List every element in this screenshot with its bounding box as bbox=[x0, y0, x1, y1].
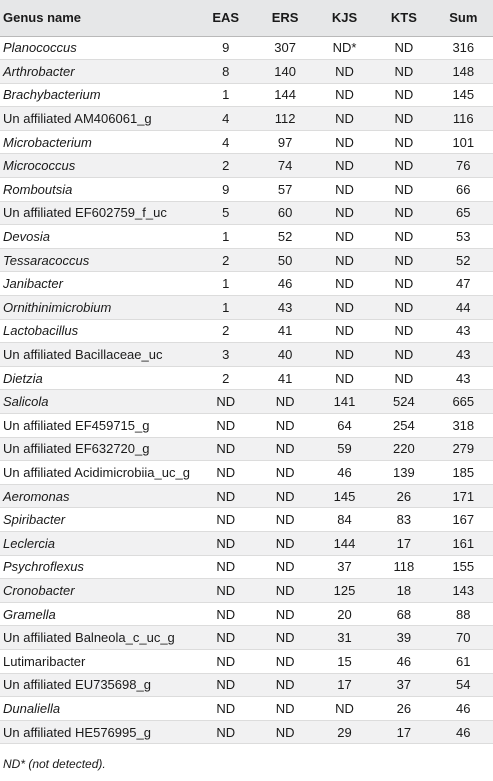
cell-kts: 68 bbox=[374, 602, 433, 626]
cell-genus: Un affiliated Balneola_c_uc_g bbox=[0, 626, 196, 650]
cell-kjs: ND* bbox=[315, 36, 374, 60]
cell-eas: 9 bbox=[196, 36, 255, 60]
cell-genus: Ornithinimicrobium bbox=[0, 296, 196, 320]
table-row bbox=[0, 649, 493, 673]
cell-genus: Un affiliated Acidimicrobiia_uc_g bbox=[0, 461, 196, 485]
cell-eas: ND bbox=[196, 602, 255, 626]
cell-genus: Tessaracoccus bbox=[0, 248, 196, 272]
table-row bbox=[0, 343, 493, 367]
cell-kts: 83 bbox=[374, 508, 433, 532]
cell-eas: ND bbox=[196, 531, 255, 555]
table-row bbox=[0, 484, 493, 508]
cell-sum: 46 bbox=[434, 720, 493, 744]
cell-eas: 1 bbox=[196, 83, 255, 107]
cell-kts: ND bbox=[374, 272, 433, 296]
cell-eas: 8 bbox=[196, 60, 255, 84]
cell-kts: 26 bbox=[374, 484, 433, 508]
cell-sum: 43 bbox=[434, 319, 493, 343]
cell-ers: 40 bbox=[255, 343, 314, 367]
cell-genus: Devosia bbox=[0, 225, 196, 249]
cell-sum: 43 bbox=[434, 366, 493, 390]
cell-sum: 665 bbox=[434, 390, 493, 414]
cell-kts: ND bbox=[374, 225, 433, 249]
cell-kjs: 125 bbox=[315, 579, 374, 603]
cell-sum: 167 bbox=[434, 508, 493, 532]
table-row bbox=[0, 673, 493, 697]
cell-kts: 18 bbox=[374, 579, 433, 603]
cell-kjs: 37 bbox=[315, 555, 374, 579]
cell-kts: 39 bbox=[374, 626, 433, 650]
cell-kjs: ND bbox=[315, 225, 374, 249]
cell-kjs: 46 bbox=[315, 461, 374, 485]
header-sum: Sum bbox=[434, 0, 493, 36]
header-genus-name: Genus name bbox=[0, 0, 196, 36]
cell-eas: 5 bbox=[196, 201, 255, 225]
table-row bbox=[0, 36, 493, 60]
cell-kts: 17 bbox=[374, 531, 433, 555]
cell-kts: 46 bbox=[374, 649, 433, 673]
cell-kts: 139 bbox=[374, 461, 433, 485]
table-row bbox=[0, 319, 493, 343]
cell-kjs: 144 bbox=[315, 531, 374, 555]
cell-eas: ND bbox=[196, 626, 255, 650]
cell-kjs: 15 bbox=[315, 649, 374, 673]
cell-kjs: ND bbox=[315, 296, 374, 320]
cell-kjs: ND bbox=[315, 697, 374, 721]
cell-eas: ND bbox=[196, 579, 255, 603]
cell-sum: 143 bbox=[434, 579, 493, 603]
cell-eas: ND bbox=[196, 414, 255, 438]
cell-genus: Dunaliella bbox=[0, 697, 196, 721]
header-kjs: KJS bbox=[315, 0, 374, 36]
cell-kjs: ND bbox=[315, 60, 374, 84]
cell-ers: 144 bbox=[255, 83, 314, 107]
cell-ers: ND bbox=[255, 390, 314, 414]
cell-eas: ND bbox=[196, 484, 255, 508]
cell-genus: Lactobacillus bbox=[0, 319, 196, 343]
table-row bbox=[0, 130, 493, 154]
cell-genus: Un affiliated EF602759_f_uc bbox=[0, 201, 196, 225]
cell-ers: ND bbox=[255, 531, 314, 555]
cell-genus: Un affiliated EU735698_g bbox=[0, 673, 196, 697]
cell-ers: ND bbox=[255, 673, 314, 697]
cell-eas: 1 bbox=[196, 225, 255, 249]
cell-sum: 318 bbox=[434, 414, 493, 438]
cell-sum: 47 bbox=[434, 272, 493, 296]
cell-eas: ND bbox=[196, 461, 255, 485]
cell-eas: 4 bbox=[196, 130, 255, 154]
cell-kjs: ND bbox=[315, 201, 374, 225]
cell-sum: 54 bbox=[434, 673, 493, 697]
cell-genus: Janibacter bbox=[0, 272, 196, 296]
cell-sum: 43 bbox=[434, 343, 493, 367]
cell-sum: 145 bbox=[434, 83, 493, 107]
table-row bbox=[0, 201, 493, 225]
table-row bbox=[0, 248, 493, 272]
table-row bbox=[0, 154, 493, 178]
cell-ers: ND bbox=[255, 626, 314, 650]
cell-kts: ND bbox=[374, 366, 433, 390]
cell-kts: ND bbox=[374, 107, 433, 131]
cell-ers: ND bbox=[255, 555, 314, 579]
table-row bbox=[0, 720, 493, 744]
cell-kjs: ND bbox=[315, 319, 374, 343]
cell-eas: ND bbox=[196, 437, 255, 461]
cell-sum: 66 bbox=[434, 178, 493, 202]
cell-eas: 9 bbox=[196, 178, 255, 202]
header-kts: KTS bbox=[374, 0, 433, 36]
cell-ers: 307 bbox=[255, 36, 314, 60]
table-row bbox=[0, 437, 493, 461]
cell-kjs: 29 bbox=[315, 720, 374, 744]
cell-kjs: ND bbox=[315, 178, 374, 202]
cell-ers: ND bbox=[255, 461, 314, 485]
cell-sum: 65 bbox=[434, 201, 493, 225]
cell-ers: ND bbox=[255, 720, 314, 744]
table-row bbox=[0, 366, 493, 390]
cell-eas: ND bbox=[196, 720, 255, 744]
cell-genus: Psychroflexus bbox=[0, 555, 196, 579]
cell-genus: Leclercia bbox=[0, 531, 196, 555]
cell-sum: 70 bbox=[434, 626, 493, 650]
cell-eas: 4 bbox=[196, 107, 255, 131]
table-row bbox=[0, 390, 493, 414]
cell-kts: 26 bbox=[374, 697, 433, 721]
cell-genus: Spiribacter bbox=[0, 508, 196, 532]
cell-sum: 76 bbox=[434, 154, 493, 178]
cell-sum: 148 bbox=[434, 60, 493, 84]
cell-sum: 53 bbox=[434, 225, 493, 249]
cell-genus: Romboutsia bbox=[0, 178, 196, 202]
cell-kjs: ND bbox=[315, 343, 374, 367]
cell-kjs: 31 bbox=[315, 626, 374, 650]
cell-sum: 116 bbox=[434, 107, 493, 131]
cell-eas: 1 bbox=[196, 296, 255, 320]
cell-kts: ND bbox=[374, 60, 433, 84]
cell-kts: 220 bbox=[374, 437, 433, 461]
cell-ers: 74 bbox=[255, 154, 314, 178]
cell-sum: 171 bbox=[434, 484, 493, 508]
cell-genus: Aeromonas bbox=[0, 484, 196, 508]
cell-sum: 61 bbox=[434, 649, 493, 673]
cell-eas: 2 bbox=[196, 154, 255, 178]
cell-ers: ND bbox=[255, 508, 314, 532]
table-row bbox=[0, 508, 493, 532]
cell-sum: 155 bbox=[434, 555, 493, 579]
header-eas: EAS bbox=[196, 0, 255, 36]
cell-ers: 46 bbox=[255, 272, 314, 296]
cell-sum: 161 bbox=[434, 531, 493, 555]
cell-genus: Cronobacter bbox=[0, 579, 196, 603]
cell-kts: 254 bbox=[374, 414, 433, 438]
table-row bbox=[0, 461, 493, 485]
cell-eas: ND bbox=[196, 649, 255, 673]
cell-ers: 41 bbox=[255, 319, 314, 343]
cell-sum: 44 bbox=[434, 296, 493, 320]
cell-genus: Micrococcus bbox=[0, 154, 196, 178]
cell-genus: Un affiliated EF632720_g bbox=[0, 437, 196, 461]
cell-ers: 140 bbox=[255, 60, 314, 84]
cell-sum: 101 bbox=[434, 130, 493, 154]
cell-ers: 41 bbox=[255, 366, 314, 390]
cell-kjs: ND bbox=[315, 130, 374, 154]
cell-sum: 279 bbox=[434, 437, 493, 461]
cell-kts: ND bbox=[374, 83, 433, 107]
cell-kts: ND bbox=[374, 130, 433, 154]
cell-kjs: ND bbox=[315, 154, 374, 178]
cell-genus: Microbacterium bbox=[0, 130, 196, 154]
cell-kts: 37 bbox=[374, 673, 433, 697]
cell-ers: 50 bbox=[255, 248, 314, 272]
table-row bbox=[0, 225, 493, 249]
table-row bbox=[0, 697, 493, 721]
cell-genus: Un affiliated EF459715_g bbox=[0, 414, 196, 438]
cell-eas: ND bbox=[196, 555, 255, 579]
cell-ers: 57 bbox=[255, 178, 314, 202]
cell-kts: 524 bbox=[374, 390, 433, 414]
cell-ers: 43 bbox=[255, 296, 314, 320]
cell-ers: ND bbox=[255, 649, 314, 673]
cell-ers: 60 bbox=[255, 201, 314, 225]
table-row bbox=[0, 60, 493, 84]
cell-kts: ND bbox=[374, 343, 433, 367]
cell-kjs: ND bbox=[315, 107, 374, 131]
cell-kjs: ND bbox=[315, 272, 374, 296]
cell-genus: Un affiliated AM406061_g bbox=[0, 107, 196, 131]
cell-genus: Salicola bbox=[0, 390, 196, 414]
cell-ers: 52 bbox=[255, 225, 314, 249]
cell-genus: Arthrobacter bbox=[0, 60, 196, 84]
cell-sum: 185 bbox=[434, 461, 493, 485]
cell-eas: 3 bbox=[196, 343, 255, 367]
cell-sum: 46 bbox=[434, 697, 493, 721]
table-row bbox=[0, 602, 493, 626]
table-row bbox=[0, 296, 493, 320]
cell-ers: 112 bbox=[255, 107, 314, 131]
cell-genus: Gramella bbox=[0, 602, 196, 626]
cell-ers: ND bbox=[255, 697, 314, 721]
cell-kjs: 84 bbox=[315, 508, 374, 532]
cell-genus: Brachybacterium bbox=[0, 83, 196, 107]
cell-eas: 2 bbox=[196, 319, 255, 343]
cell-eas: 1 bbox=[196, 272, 255, 296]
cell-kjs: 20 bbox=[315, 602, 374, 626]
cell-genus: Un affiliated Bacillaceae_uc bbox=[0, 343, 196, 367]
cell-ers: 97 bbox=[255, 130, 314, 154]
cell-kts: ND bbox=[374, 36, 433, 60]
table-body bbox=[0, 36, 493, 744]
cell-ers: ND bbox=[255, 579, 314, 603]
cell-eas: ND bbox=[196, 508, 255, 532]
cell-genus: Un affiliated HE576995_g bbox=[0, 720, 196, 744]
cell-kjs: ND bbox=[315, 248, 374, 272]
table-row bbox=[0, 555, 493, 579]
cell-kjs: 59 bbox=[315, 437, 374, 461]
cell-eas: 2 bbox=[196, 366, 255, 390]
cell-sum: 88 bbox=[434, 602, 493, 626]
cell-kts: ND bbox=[374, 296, 433, 320]
table-row bbox=[0, 414, 493, 438]
cell-kjs: ND bbox=[315, 83, 374, 107]
table-row bbox=[0, 83, 493, 107]
cell-eas: ND bbox=[196, 390, 255, 414]
cell-ers: ND bbox=[255, 414, 314, 438]
cell-ers: ND bbox=[255, 602, 314, 626]
table-footnote: ND* (not detected). bbox=[3, 757, 106, 771]
cell-kts: ND bbox=[374, 201, 433, 225]
cell-sum: 52 bbox=[434, 248, 493, 272]
cell-genus: Lutimaribacter bbox=[0, 649, 196, 673]
cell-sum: 316 bbox=[434, 36, 493, 60]
cell-kts: ND bbox=[374, 248, 433, 272]
table-row bbox=[0, 626, 493, 650]
cell-kjs: 141 bbox=[315, 390, 374, 414]
cell-kts: ND bbox=[374, 178, 433, 202]
cell-eas: ND bbox=[196, 697, 255, 721]
cell-genus: Planococcus bbox=[0, 36, 196, 60]
cell-kts: 17 bbox=[374, 720, 433, 744]
table-row bbox=[0, 272, 493, 296]
cell-ers: ND bbox=[255, 437, 314, 461]
table-row bbox=[0, 107, 493, 131]
table-row bbox=[0, 178, 493, 202]
cell-eas: 2 bbox=[196, 248, 255, 272]
cell-ers: ND bbox=[255, 484, 314, 508]
cell-genus: Dietzia bbox=[0, 366, 196, 390]
cell-kjs: 64 bbox=[315, 414, 374, 438]
cell-eas: ND bbox=[196, 673, 255, 697]
cell-kjs: 145 bbox=[315, 484, 374, 508]
cell-kjs: ND bbox=[315, 366, 374, 390]
table-row bbox=[0, 531, 493, 555]
table-row bbox=[0, 579, 493, 603]
table-header-row bbox=[0, 0, 493, 36]
cell-kts: 118 bbox=[374, 555, 433, 579]
header-ers: ERS bbox=[255, 0, 314, 36]
cell-kts: ND bbox=[374, 319, 433, 343]
cell-kts: ND bbox=[374, 154, 433, 178]
cell-kjs: 17 bbox=[315, 673, 374, 697]
